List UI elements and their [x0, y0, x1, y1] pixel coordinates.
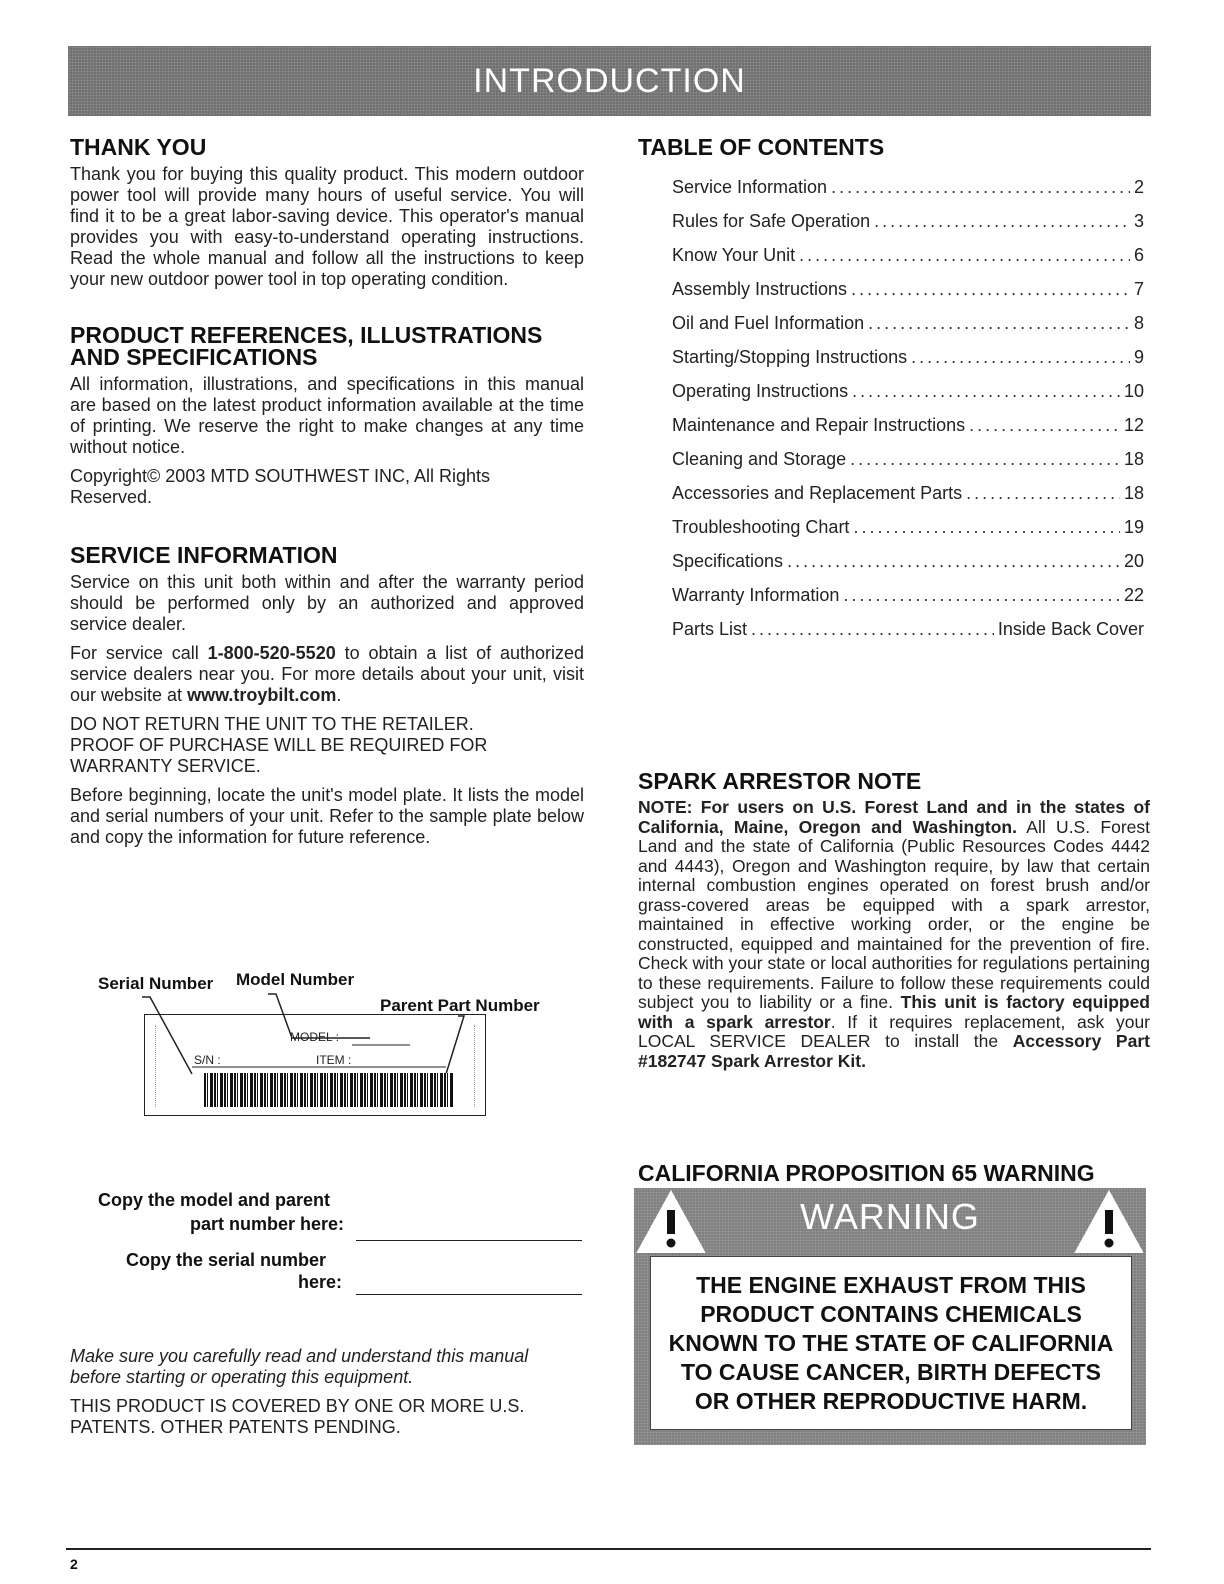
warning-title: WARNING	[800, 1196, 980, 1237]
toc-leader	[751, 612, 994, 646]
model-plate	[144, 1014, 486, 1116]
toc-row[interactable]	[672, 476, 1144, 510]
toc-row[interactable]	[672, 238, 1144, 272]
closing-section	[70, 1346, 584, 1438]
toc-leader	[831, 170, 1130, 204]
toc-page: 10	[1123, 381, 1144, 401]
warning-text	[656, 1271, 1126, 1416]
toc-label: Specifications	[672, 551, 784, 571]
toc-page: 6	[1133, 245, 1144, 265]
toc-leader	[787, 544, 1120, 578]
copy-model-label-2: part number here:	[190, 1214, 345, 1234]
footer-divider	[66, 1548, 1151, 1550]
toc-label: Accessories and Replacement Parts	[672, 483, 963, 503]
toc-row[interactable]	[672, 544, 1144, 578]
thank-you-section	[70, 134, 584, 290]
toc-label: Service Information	[672, 177, 828, 197]
toc-label: Maintenance and Repair Instructions	[672, 415, 966, 435]
product-references-heading-2: AND SPECIFICATIONS	[70, 344, 318, 370]
service-period: .	[336, 685, 342, 705]
copy-serial-label-2: here:	[298, 1272, 343, 1292]
warning-line-4: TO CAUSE CANCER, BIRTH DEFECTS	[681, 1358, 1101, 1385]
toc-page: 3	[1133, 211, 1144, 231]
toc-leader	[843, 578, 1120, 612]
introduction-banner	[68, 46, 1151, 116]
prop65-heading: CALIFORNIA PROPOSITION 65 WARNING	[638, 1160, 1095, 1186]
toc-label: Troubleshooting Chart	[672, 517, 850, 537]
toc-page: 19	[1123, 517, 1144, 537]
service-information-section	[70, 542, 584, 848]
toc-page: 9	[1133, 347, 1144, 367]
toc-row[interactable]	[672, 374, 1144, 408]
toc-label: Oil and Fuel Information	[672, 313, 865, 333]
copy-serial-label-1: Copy the serial number	[126, 1250, 327, 1270]
parent-part-number-label: Parent Part Number	[380, 996, 540, 1015]
toc-label: Operating Instructions	[672, 381, 849, 401]
thank-you-body: Thank you for buying this quality product. This modern outdoor power tool will provide many hours of useful service. You will find it to be a great labor-saving device. This operator's manual provides you with easy-to-understand operating instructions. Read the whole manual and follow all the instructions to keep your new outdoor power tool in top operating condition.	[70, 164, 584, 289]
toc-label: Assembly Instructions	[672, 279, 848, 299]
toc-leader	[874, 204, 1130, 238]
banner-title: INTRODUCTION	[473, 61, 746, 100]
spark-body-2: . If it requires replacement, ask your LOCAL SERVICE DEALER to install the	[638, 1011, 1151, 1051]
warning-line-5: OR OTHER REPRODUCTIVE HARM.	[694, 1387, 1088, 1414]
plate-field-lines	[156, 1025, 474, 1073]
toc-label: Rules for Safe Operation	[672, 211, 871, 231]
toc-row[interactable]	[672, 204, 1144, 238]
toc-row[interactable]	[672, 408, 1144, 442]
do-not-return-line: DO NOT RETURN THE UNIT TO THE RETAILER.	[70, 714, 474, 734]
toc-page: Inside Back Cover	[997, 619, 1144, 639]
spark-body-1: All U.S. Forest Land and the state of California (Public Resources Codes 4442 and 4443), Oregon and Washington require, by law that certain internal combustion engines operated on forest brush and/or grass-covered areas be equipped with a spark arrestor, maintained in effective working order, or the engine be constructed, equipped and maintained for the prevention of fire. Check with your state or local authorities for regulations pertaining to these requirements. Failure to follow these requirements could subject you to liability or a fine.	[638, 816, 1150, 1012]
spark-arrestor-heading: SPARK ARRESTOR NOTE	[638, 768, 922, 794]
toc-row[interactable]	[672, 442, 1144, 476]
toc-label: Starting/Stopping Instructions	[672, 347, 908, 367]
read-manual-note: Make sure you carefully read and understand this manual before starting or operating this equipment.	[70, 1346, 529, 1387]
toc-row[interactable]	[672, 510, 1144, 544]
prop65-warning-box	[634, 1188, 1146, 1445]
warning-line-2: PRODUCT CONTAINS CHEMICALS	[700, 1300, 1082, 1327]
toc-leader	[868, 306, 1130, 340]
toc-leader	[853, 510, 1120, 544]
service-paragraph-4: Before beginning, locate the unit's model plate. It lists the model and serial numbers of your unit. Refer to the sample plate below and copy the information for future reference.	[70, 785, 584, 847]
toc-leader	[799, 238, 1130, 272]
warning-line-1: THE ENGINE EXHAUST FROM THIS	[696, 1271, 1086, 1298]
toc-page: 12	[1123, 415, 1144, 435]
toc-row[interactable]	[672, 170, 1144, 204]
spark-note-bold: NOTE: For users on U.S. Forest Land and in the states of California, Maine, Oregon and Washington.	[638, 797, 1150, 837]
plate-item-field: ITEM :	[316, 1053, 352, 1067]
service-paragraph-2	[70, 643, 584, 706]
service-website: www.troybilt.com	[187, 685, 337, 705]
service-call-text: For service call	[70, 643, 208, 663]
toc-page: 7	[1133, 279, 1144, 299]
patents-note: THIS PRODUCT IS COVERED BY ONE OR MORE U.S. PATENTS. OTHER PATENTS PENDING.	[70, 1396, 525, 1437]
toc-page: 22	[1123, 585, 1144, 605]
spark-arrestor-body	[638, 798, 1150, 1071]
model-number-label: Model Number	[236, 970, 355, 989]
barcode	[204, 1073, 454, 1107]
plate-sn-field: S/N :	[194, 1053, 221, 1067]
table-of-contents	[672, 170, 1144, 646]
model-write-line[interactable]	[356, 1240, 582, 1241]
spark-arrestor-section	[638, 768, 1150, 1071]
spark-accessory-part: Accessory Part #182747 Spark Arrestor Kit.	[638, 1031, 1150, 1071]
product-references-section	[70, 324, 584, 508]
toc-row[interactable]	[672, 578, 1144, 612]
service-paragraph-1: Service on this unit both within and after the warranty period should be performed only by an authorized and approved service dealer.	[70, 572, 584, 634]
toc-page: 18	[1123, 483, 1144, 503]
toc-label: Cleaning and Storage	[672, 449, 847, 469]
copyright-text: Copyright© 2003 MTD SOUTHWEST INC, All Rights Reserved.	[70, 466, 491, 507]
serial-write-line[interactable]	[356, 1294, 582, 1295]
toc-leader	[911, 340, 1130, 374]
warning-line-3: KNOWN TO THE STATE OF CALIFORNIA	[668, 1329, 1114, 1356]
toc-row[interactable]	[672, 612, 1144, 646]
toc-leader	[851, 272, 1130, 306]
toc-page: 2	[1133, 177, 1144, 197]
product-references-body: All information, illustrations, and specifications in this manual are based on the latest product information available at the time of printing. We reserve the right to make changes at any time without notice.	[70, 374, 584, 457]
service-phone: 1-800-520-5520	[207, 643, 336, 663]
serial-number-label: Serial Number	[98, 974, 214, 993]
model-plate-inner	[155, 1025, 475, 1107]
toc-leader	[969, 408, 1120, 442]
toc-row[interactable]	[672, 272, 1144, 306]
spark-factory-equipped: This unit is factory equipped with a spark arrestor	[638, 992, 1150, 1032]
toc-heading: TABLE OF CONTENTS	[638, 134, 885, 160]
toc-label: Warranty Information	[672, 585, 840, 605]
left-column	[70, 134, 584, 848]
plate-model-field: MODEL :	[290, 1030, 339, 1044]
product-references-heading-1: PRODUCT REFERENCES, ILLUSTRATIONS	[70, 322, 543, 348]
toc-page: 8	[1133, 313, 1144, 333]
toc-label: Parts List	[672, 619, 748, 639]
toc-leader	[966, 476, 1120, 510]
toc-page: 20	[1123, 551, 1144, 571]
toc-label: Know Your Unit	[672, 245, 796, 265]
warning-body	[650, 1256, 1132, 1430]
page-number: 2	[70, 1556, 78, 1572]
model-plate-diagram	[80, 942, 590, 1152]
service-details-text: to obtain a list of authorized service dealers near you. For more details about your unit, visit our website at	[70, 643, 585, 705]
toc-row[interactable]	[672, 306, 1144, 340]
thank-you-heading: THANK YOU	[70, 134, 207, 160]
toc-leader	[850, 442, 1120, 476]
service-information-heading: SERVICE INFORMATION	[70, 542, 338, 568]
proof-of-purchase-line: PROOF OF PURCHASE WILL BE REQUIRED FOR WARRANTY SERVICE.	[70, 735, 488, 776]
toc-page: 18	[1123, 449, 1144, 469]
copy-model-label-1: Copy the model and parent	[98, 1190, 331, 1210]
toc-leader	[852, 374, 1120, 408]
toc-row[interactable]	[672, 340, 1144, 374]
right-column	[638, 134, 1150, 646]
